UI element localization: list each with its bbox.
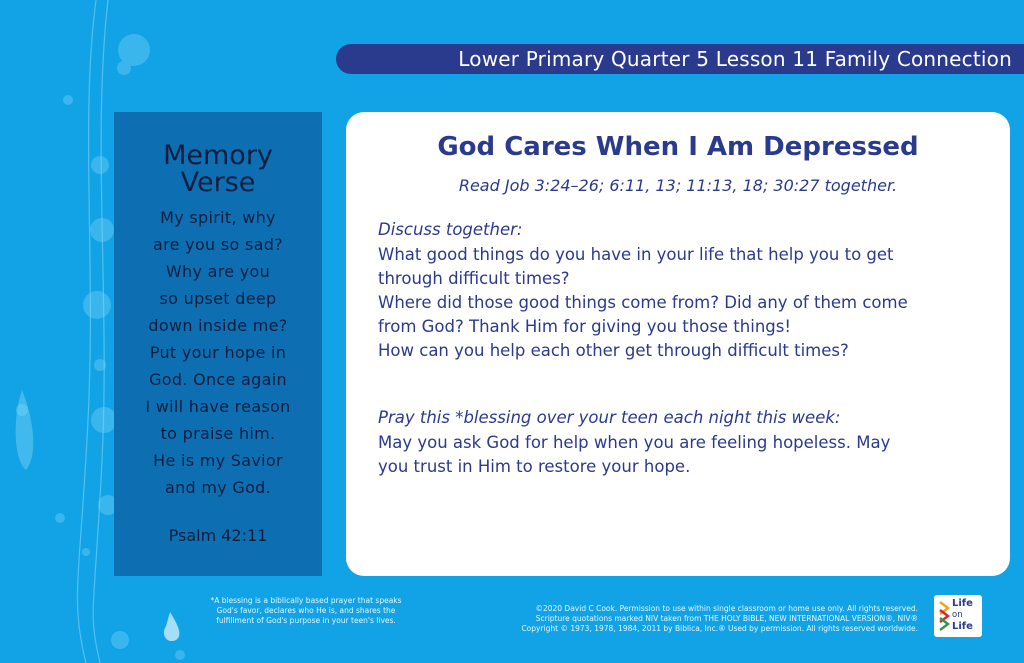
discuss-heading: Discuss together: <box>378 220 523 239</box>
memory-verse-text <box>114 204 322 501</box>
discuss-line: from God? Thank Him for giving you those things! <box>378 317 791 336</box>
verse-line: I will have reason <box>145 397 291 416</box>
discuss-line: through difficult times? <box>378 269 570 288</box>
memory-verse-panel <box>114 112 322 576</box>
verse-line: My spirit, why <box>160 208 276 227</box>
pray-heading: Pray this *blessing over your teen each night this week: <box>378 408 841 427</box>
verse-line: are you so sad? <box>153 235 283 254</box>
verse-line: down inside me? <box>148 316 288 335</box>
logo-line: Life <box>952 598 973 609</box>
copyright-notice <box>440 604 918 634</box>
header-banner <box>336 44 1024 74</box>
verse-line: to praise him. <box>160 424 276 443</box>
verse-line: and my God. <box>164 478 272 497</box>
discuss-line: What good things do you have in your life that help you to get <box>378 245 894 264</box>
memory-verse-title-line1: Memory <box>163 140 273 171</box>
discuss-line: Where did those good things come from? Did any of them come <box>378 293 908 312</box>
logo-line: on <box>952 609 963 620</box>
copyright-line: ©2020 David C Cook. Permission to use within single classroom or home use only. All rights reserved. <box>535 604 918 613</box>
footnote-line: *A blessing is a biblically based prayer that speaks <box>210 596 402 605</box>
copyright-line: Copyright © 1973, 1978, 1984, 2011 by Biblica, Inc.® Used by permission. All rights reserved worldwide. <box>521 624 918 633</box>
memory-verse-title-line2: Verse <box>180 167 256 198</box>
verse-line: Put your hope in <box>149 343 287 362</box>
scripture-reading: Read Job 3:24–26; 6:11, 13; 11:13, 18; 30:27 together. <box>458 176 898 195</box>
blessing-line: you trust in Him to restore your hope. <box>378 457 691 476</box>
footnote-line: God's favor, declares who He is, and shares the <box>216 606 396 615</box>
copyright-line: Scripture quotations marked NIV taken from THE HOLY BIBLE, NEW INTERNATIONAL VERSION®, NIV® <box>535 614 918 623</box>
verse-reference: Psalm 42:11 <box>168 526 268 545</box>
logo-line: Life <box>952 621 973 632</box>
lesson-card <box>346 112 1010 576</box>
blessing-footnote <box>196 596 416 626</box>
footnote-line: fulfillment of God's purpose in your teen's lives. <box>216 616 396 625</box>
logo-wordmark <box>952 598 980 633</box>
lesson-title: God Cares When I Am Depressed <box>437 132 919 162</box>
blessing-text <box>378 431 988 479</box>
header-title: Lower Primary Quarter 5 Lesson 11 Family Connection <box>458 47 1012 71</box>
verse-line: He is my Savior <box>153 451 283 470</box>
memory-verse-title <box>114 142 322 196</box>
blessing-line: May you ask God for help when you are feeling hopeless. May <box>378 433 891 452</box>
verse-line: so upset deep <box>159 289 277 308</box>
verse-line: Why are you <box>165 262 271 281</box>
life-on-life-logo <box>934 595 982 637</box>
verse-line: God. Once again <box>149 370 287 389</box>
discuss-line: How can you help each other get through difficult times? <box>378 341 849 360</box>
logo-stripes-icon <box>938 600 950 632</box>
discuss-questions <box>378 243 988 363</box>
